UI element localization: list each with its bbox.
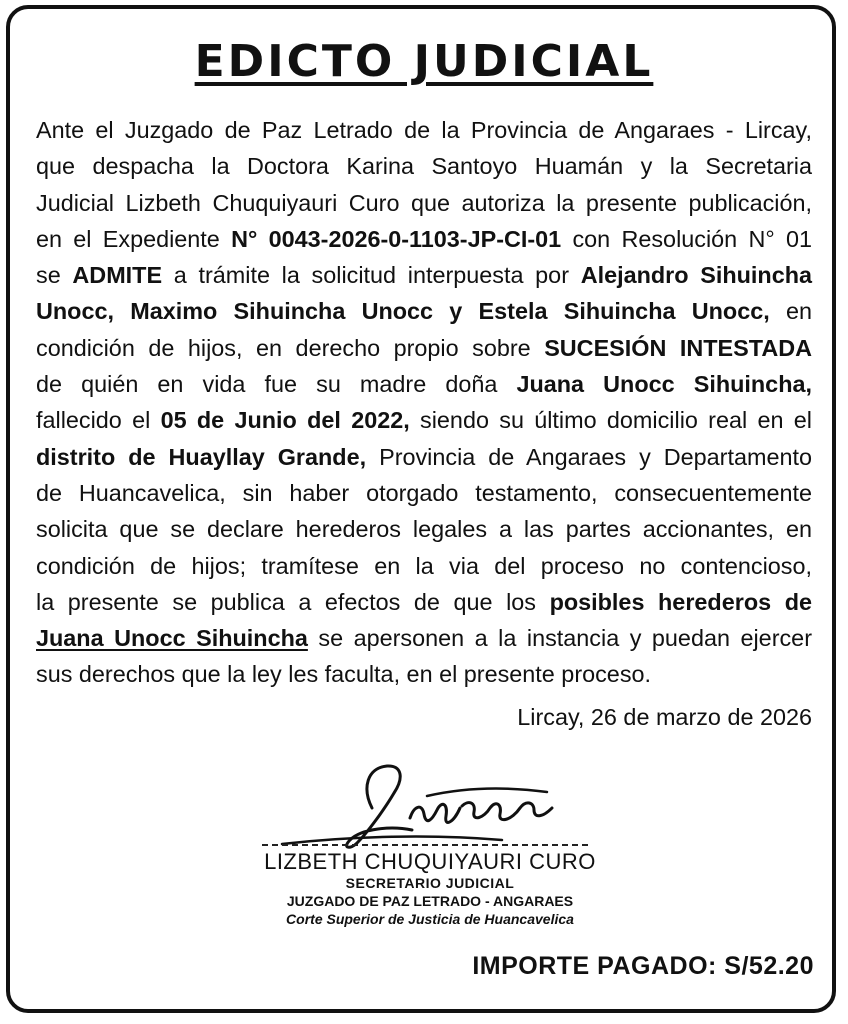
body-line-4: en el Expediente N° 0043-2026-0-1103-JP-CI-01 con Resolución N° 01 (36, 225, 812, 252)
body-line-5: se ADMITE a trámite la solicitud interpuesta por Alejandro Sihuincha (36, 262, 813, 289)
body-line-7: condición de hijos, en derecho propio sobre SUCESIÓN INTESTADA (36, 334, 812, 361)
body-line-9: fallecido el 05 de Junio del 2022, siendo su último domicilio real en el (36, 407, 812, 434)
body-line-6: Unocc, Maximo Sihuincha Unocc y Estela Sihuincha Unocc, en (36, 298, 812, 325)
amount-paid: IMPORTE PAGADO: S/52.20 (472, 952, 814, 980)
signature-line (262, 844, 588, 846)
body-line-14: la presente se publica a efectos de que los posibles herederos de (36, 588, 812, 615)
signature-icon (262, 748, 602, 858)
body-line-10: distrito de Huayllay Grande, Provincia de Angaraes y Departamento (36, 443, 812, 470)
body-line-2: que despacha la Doctora Karina Santoyo Huamán y la Secretaria (36, 153, 812, 180)
body-line-3: Judicial Lizbeth Chuquiyauri Curo que autoriza la presente publicación, (36, 189, 812, 216)
expediente-number: N° 0043-2026-0-1103-JP-CI-01 (231, 225, 562, 252)
place-date: Lircay, 26 de marzo de 2026 (517, 704, 812, 730)
body-line-16: sus derechos que la ley les faculta, en el presente proceso. (36, 661, 652, 688)
body-line-1: Ante el Juzgado de Paz Letrado de la Provincia de Angaraes - Lircay, (36, 117, 812, 143)
body-line-13: condición de hijos; tramítese en la via del proceso no contencioso, (36, 552, 812, 579)
stamp-court-superior: Corte Superior de Justicia de Huancavelica (286, 911, 574, 927)
document-title: EDICTO JUDICIAL (194, 36, 654, 87)
body-line-8: de quién en vida fue su madre doña Juana Unocc Sihuincha, (36, 371, 812, 398)
stamp-court: JUZGADO DE PAZ LETRADO - ANGARAES (286, 893, 574, 909)
body-line-15: Juana Unocc Sihuincha se apersonen a la instancia y puedan ejercer (36, 625, 812, 652)
stamp-role: SECRETARIO JUDICIAL (345, 875, 515, 891)
body-line-12: solicita que se declare herederos legales a las partes accionantes, en (36, 516, 812, 543)
official-stamp (260, 850, 600, 928)
edict-body (36, 112, 812, 693)
stamp-name: LIZBETH CHUQUIYAURI CURO (264, 849, 596, 874)
body-line-11: de Huancavelica, sin haber otorgado testamento, consecuentemente (36, 479, 812, 506)
